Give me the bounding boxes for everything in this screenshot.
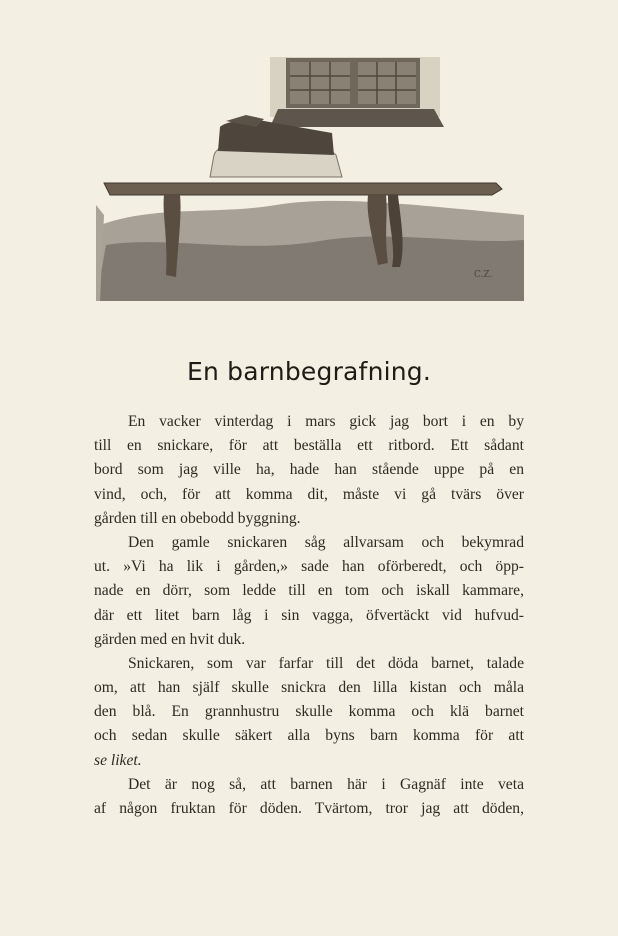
text-line: och sedan skulle säkert alla byns barn komma för att <box>94 727 524 745</box>
chapter-title: En barnbegrafning. <box>186 357 432 386</box>
text-line: En vacker vinterdag i mars gick jag bort i en by <box>128 413 524 430</box>
text-line: vind, och, för att komma dit, måste vi gå tvärs över <box>94 485 524 503</box>
text-line: Den gamle snickaren såg allvarsam och bekymrad <box>128 533 524 551</box>
text-line: ut. »Vi ha lik i gården,» sade han oförberedt, och öpp- <box>94 558 524 576</box>
text-line: om, att han själf skulle snickra den lilla kistan och måla <box>94 679 524 697</box>
text-line: se liket. <box>94 751 142 769</box>
text-line: gärden med en hvit duk. <box>94 630 246 648</box>
text-line: där ett litet barn låg i sin vagga, öfvertäckt vid hufvud- <box>94 606 524 624</box>
text-line: bord som jag ville ha, hade han stående uppe på en <box>94 461 524 479</box>
text-line: Det är nog så, att barnen här i Gagnäf inte veta <box>128 775 524 793</box>
text-line: nade en dörr, som ledde till en tom och iskall kammare, <box>94 582 524 600</box>
floor-shadow-icon <box>96 201 524 301</box>
text-line: den blå. En grannhustru skulle komma och klä barnet <box>94 703 524 721</box>
text-line: Snickaren, som var farfar till det döda barnet, talade <box>128 654 524 672</box>
table-with-coffin-icon <box>96 55 524 305</box>
text-line: af någon fruktan för döden. Tvärtom, tror jag att döden, <box>94 800 524 817</box>
text-line: gården till en obebodd byggning. <box>94 509 301 527</box>
artist-signature: C.Z. <box>474 270 493 280</box>
text-line: till en snickare, för att beställa ett ritbord. Ett sådant <box>94 437 524 455</box>
window-icon <box>270 57 444 127</box>
body-text <box>94 410 524 821</box>
